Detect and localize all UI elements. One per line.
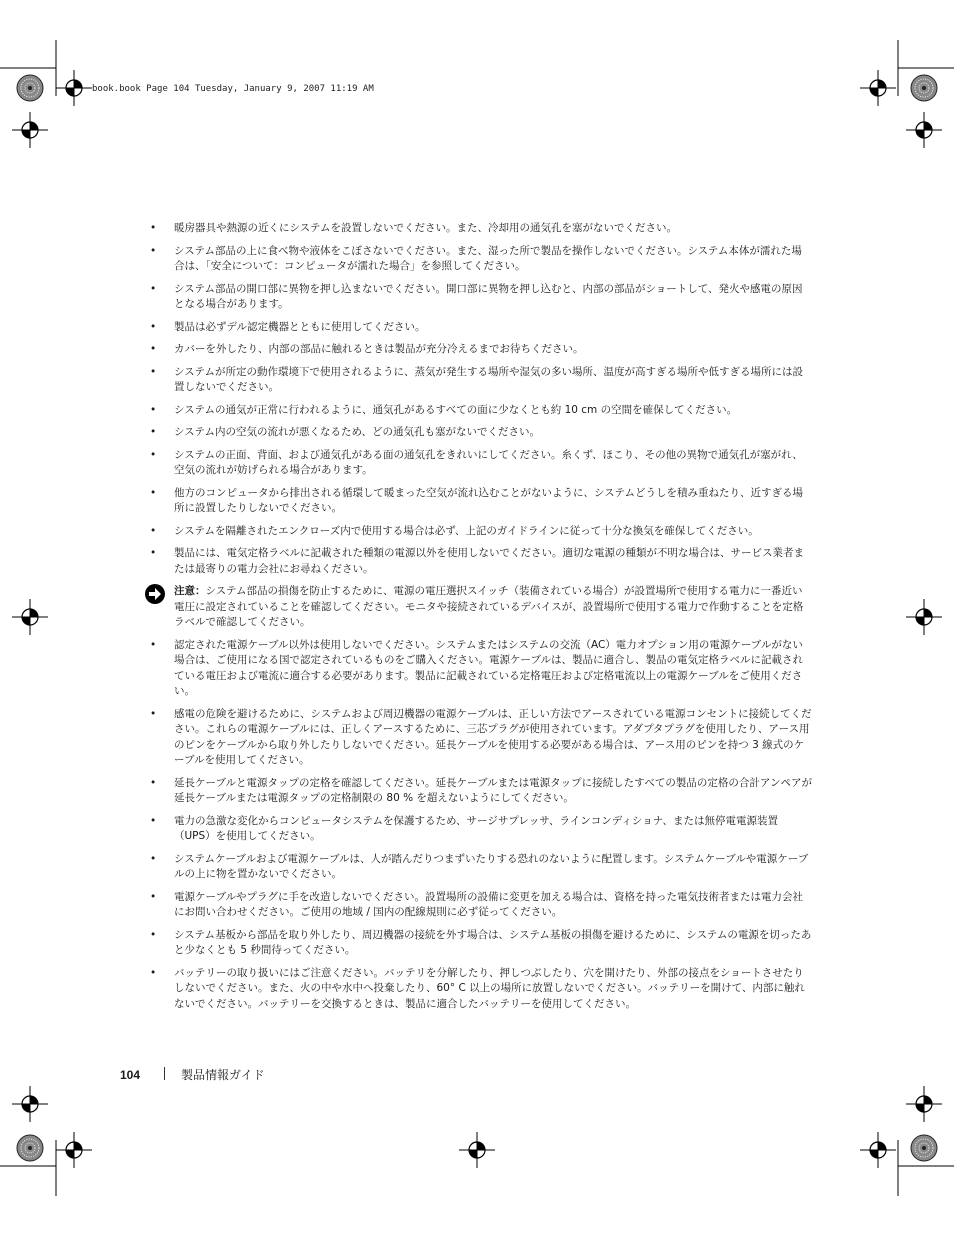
list-item: • システムの正面、背面、および通気孔がある面の通気孔をきれいにしてください。糸くず、ほこり、その他の異物で通気孔が塞がれ、空気の流れが妨げられる場合があります。	[150, 448, 812, 479]
safety-list-bottom	[150, 638, 812, 1013]
list-item: • 電力の急激な変化からコンピュータシステムを保護するため、サージサプレッサ、ラインコンディショナ、または無停電電源装置（UPS）を使用してください。	[150, 814, 812, 845]
document-title: 製品情報ガイド	[181, 1068, 265, 1082]
list-item: • 製品は必ずデル認定機器とともに使用してください。	[150, 320, 812, 336]
list-item: • カバーを外したり、内部の部品に触れるときは製品が充分冷えるまでお待ちください。	[150, 342, 812, 358]
list-item: • システム部品の上に食べ物や液体をこぼさないでください。また、湿った所で製品を操作しないでください。システム本体が濡れた場合は、「安全について：コンピュータが濡れた場合」を参照してください。	[150, 244, 812, 275]
page-footer	[120, 1066, 265, 1083]
notice-label: 注意：	[174, 585, 206, 597]
safety-list-top	[150, 221, 812, 577]
list-item: • 延長ケーブルと電源タップの定格を確認してください。延長ケーブルまたは電源タップに接続したすべての製品の定格の合計アンペアが延長ケーブルまたは電源タップの定格制限の 80 % を超えないようにしてください。	[150, 776, 812, 807]
list-item: • システムが所定の動作環境下で使用されるように、蒸気が発生する場所や湿気の多い場所、温度が高すぎる場所や低すぎる場所には設置しないでください。	[150, 365, 812, 396]
list-item: • システムの通気が正常に行われるように、通気孔があるすべての面に少なくとも約 10 cm の空間を確保してください。	[150, 403, 812, 419]
notice-text: システム部品の損傷を防止するために、電源の電圧選択スイッチ（装備されている場合）が設置場所で使用する電力に一番近い電圧に設定されていることを確認してください。モニタや接続されているデバイスが、設置場所で使用する電力で作動することを定格ラベルで確認してください。	[174, 585, 804, 628]
list-item: • システム基板から部品を取り外したり、周辺機器の接続を外す場合は、システム基板の損傷を避けるために、システムの電源を切ったあと少なくとも 5 秒間待ってください。	[150, 928, 812, 959]
list-item: • バッテリーの取り扱いにはご注意ください。バッテリを分解したり、押しつぶしたり、穴を開けたり、外部の接点をショートさせたりしないでください。また、火の中や水中へ投棄したり、60° C 以上の場所に放置しないでください。バッテリーを開けて、内部に触れないでください。バッテリーを交換するときは、製品に適合したバッテリーを使用してください。	[150, 966, 812, 1013]
list-item: • 製品には、電気定格ラベルに記載された種類の電源以外を使用しないでください。適切な電源の種類が不明な場合は、サービス業者または最寄りの電力会社にお尋ねください。	[150, 546, 812, 577]
list-item: • 他方のコンピュータから排出される循環して暖まった空気が流れ込むことがないように、システムどうしを積み重ねたり、近すぎる場所に設置したりしないでください。	[150, 486, 812, 517]
print-slug: book.book Page 104 Tuesday, January 9, 2007 11:19 AM	[92, 84, 374, 94]
list-item: • システムケーブルおよび電源ケーブルは、人が踏んだりつまずいたりする恐れのないように配置します。システムケーブルや電源ケーブルの上に物を置かないでください。	[150, 852, 812, 883]
footer-divider	[164, 1067, 165, 1080]
list-item: • システム部品の開口部に異物を押し込まないでください。開口部に異物を押し込むと、内部の部品がショートして、発火や感電の原因となる場合があります。	[150, 282, 812, 313]
list-item: • 暖房器具や熱源の近くにシステムを設置しないでください。また、冷却用の通気孔を塞がないでください。	[150, 221, 812, 237]
notice-block	[150, 584, 812, 631]
list-item: • 電源ケーブルやプラグに手を改造しないでください。設置場所の設備に変更を加える場合は、資格を持った電気技術者または電力会社にお問い合わせください。ご使用の地域 / 国内の配線規則に必ず従ってください。	[150, 890, 812, 921]
notice-arrow-icon	[144, 583, 166, 605]
list-item: • 感電の危険を避けるために、システムおよび周辺機器の電源ケーブルは、正しい方法でアースされている電源コンセントに接続してください。これらの電源ケーブルには、正しくアースするために、三芯プラグが使用されています。アダプタプラグを使用したり、アース用のピンをケーブルから取り外したりしないでください。延長ケーブルを使用する必要がある場合は、アース用のピンを持つ 3 線式のケーブルを使用してください。	[150, 707, 812, 769]
main-content	[150, 221, 812, 1019]
list-item: • システムを隔離されたエンクローズ内で使用する場合は必ず、上記のガイドラインに従って十分な換気を確保してください。	[150, 524, 812, 540]
list-item: • 認定された電源ケーブル以外は使用しないでください。システムまたはシステムの交流（AC）電力オプション用の電源ケーブルがない場合は、ご使用になる国で認定されているものをご購入ください。電源ケーブルは、製品に適合し、製品の電気定格ラベルに記載されている電圧および電流に適合する必要があります。製品に記載されている定格電圧および定格電流以上の電源ケーブルをご使用ください。	[150, 638, 812, 700]
page-number: 104	[120, 1068, 141, 1082]
list-item: • システム内の空気の流れが悪くなるため、どの通気孔も塞がないでください。	[150, 425, 812, 441]
